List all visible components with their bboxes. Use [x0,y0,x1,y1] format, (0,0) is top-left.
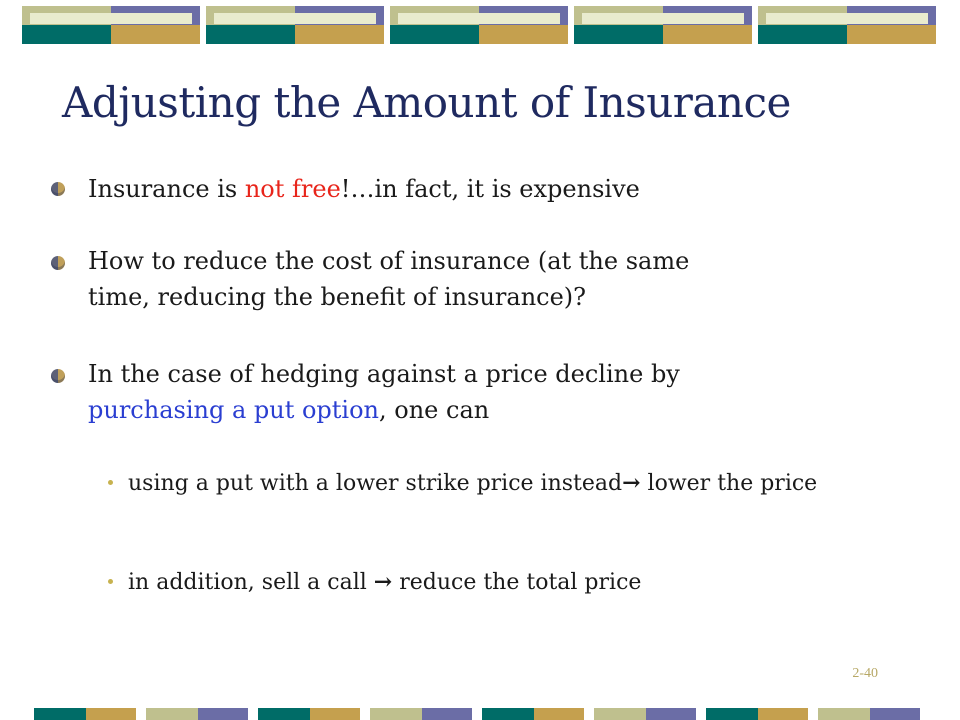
sub-bullet-dot [108,480,113,485]
slide-title: Adjusting the Amount of Insurance [62,78,791,127]
bottom-decorative-banner [0,708,960,720]
page-number: 2-40 [852,666,878,681]
sub-bullet-text-line: in addition, sell a call → reduce the total price [128,569,642,595]
highlight-not-free: not free [244,175,341,203]
bullet-text-line: time, reducing the benefit of insurance)? [88,283,587,311]
bullet-icon [51,256,65,270]
bullet-text-line: How to reduce the cost of insurance (at the same [88,247,690,275]
bullet-text: Insurance is not free!…in fact, it is expensive [88,175,640,203]
bullet-item [88,243,689,315]
sub-bullet-item [128,565,641,600]
sub-bullet-text-line: using a put with a lower strike price instead→ lower [128,470,711,496]
bullet-item [88,356,680,428]
bullet-icon [51,182,65,196]
arrow-right-icon: → [622,470,641,496]
arrow-right-icon: → [373,569,393,595]
sub-bullet-item [128,466,817,501]
bullet-item [88,171,640,207]
sub-bullet-text-line: the price [717,471,818,496]
bullet-text-line: purchasing a put option, one can [88,396,490,424]
sub-bullet-dot [108,579,113,584]
highlight-put-option: purchasing a put option [88,396,380,424]
bullet-icon [51,369,65,383]
bullet-text-line: In the case of hedging against a price decline by [88,360,680,388]
